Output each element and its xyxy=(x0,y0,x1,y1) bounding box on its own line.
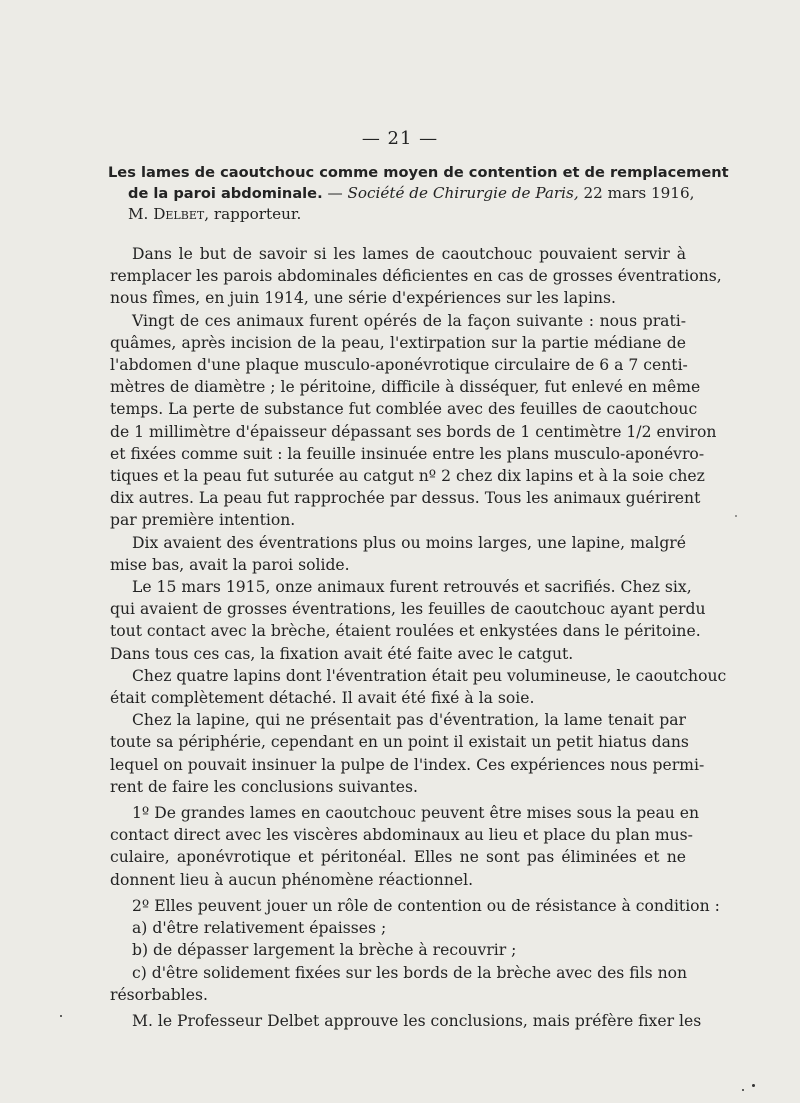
text-line: résorbables. xyxy=(110,985,208,1004)
paragraph xyxy=(110,665,727,709)
rapporteur-name: Delbet xyxy=(153,205,205,223)
text-line: nous fîmes, en juin 1914, une série d'expériences sur les lapins. xyxy=(110,289,616,308)
text-line: de 1 millimètre d'épaisseur dépassant ses bords de 1 centimètre 1/2 environ xyxy=(110,422,717,441)
text-line: et fixées comme suit : la feuille insinuée entre les plans musculo-aponévro- xyxy=(110,444,705,463)
text-line: dix autres. La peau fut rapprochée par dessus. Tous les animaux guérirent xyxy=(110,489,701,508)
text-line: toute sa périphérie, cependant en un point il existait un petit hiatus dans xyxy=(110,733,689,752)
paragraph xyxy=(110,917,686,939)
paragraph xyxy=(110,532,686,576)
text-line: 2º Elles peuvent jouer un rôle de contention ou de résistance à condition : xyxy=(132,896,720,915)
paragraph xyxy=(110,310,717,532)
text-line: culaire, aponévrotique et péritonéal. Elles ne sont pas éliminées et ne xyxy=(110,848,686,867)
header-line-2 xyxy=(108,183,695,204)
rapporteur-prefix: M. xyxy=(128,205,154,223)
paragraph xyxy=(110,802,700,891)
page-number: — 21 — xyxy=(361,128,439,149)
header-line-3 xyxy=(108,204,688,224)
text-line: temps. La perte de substance fut comblée avec des feuilles de caoutchouc xyxy=(110,400,698,419)
text-line: mise bas, avait la paroi solide. xyxy=(110,555,350,574)
text-line: était complètement détaché. Il avait été fixé à la soie. xyxy=(110,689,535,708)
source-society: Société de Chirurgie de Paris, xyxy=(347,184,579,202)
paragraph xyxy=(110,895,720,917)
paragraph xyxy=(110,962,686,1006)
article-title-part-2: de la paroi abdominale. xyxy=(128,185,323,202)
text-line: tout contact avec la brèche, étaient roulées et enkystées dans le péritoine. xyxy=(110,622,701,641)
text-line: Le 15 mars 1915, onze animaux furent retrouvés et sacrifiés. Chez six, xyxy=(132,578,692,597)
paragraph xyxy=(110,709,705,798)
article-header xyxy=(108,162,729,224)
text-line: Dans le but de savoir si les lames de caoutchouc pouvaient servir à xyxy=(132,245,686,263)
paragraph xyxy=(110,576,706,665)
text-line: lequel on pouvait insinuer la pulpe de l'index. Ces expériences nous permi- xyxy=(110,755,705,774)
text-line: Dix avaient des éventrations plus ou moins larges, une lapine, malgré xyxy=(132,533,686,552)
paper-speck xyxy=(752,1084,755,1087)
article-body xyxy=(110,243,727,1032)
source-date: 22 mars 1916, xyxy=(578,184,695,202)
paper-speck xyxy=(735,515,737,517)
text-line: mètres de diamètre ; le péritoine, difficile à disséquer, fut enlevé en même xyxy=(110,378,701,397)
title-dash: — xyxy=(322,184,348,202)
article-title-part-1: Les lames de caoutchouc comme moyen de contention et de remplacement xyxy=(108,164,729,181)
paragraph xyxy=(110,939,686,961)
text-line: l'abdomen d'une plaque musculo-aponévrotique circulaire de 6 a 7 centi- xyxy=(110,356,688,375)
text-line: Dans tous ces cas, la fixation avait été faite avec le catgut. xyxy=(110,644,574,663)
text-line: contact direct avec les viscères abdominaux au lieu et place du plan mus- xyxy=(110,826,693,845)
paragraph xyxy=(110,243,722,310)
text-line: quâmes, après incision de la peau, l'extirpation sur la partie médiane de xyxy=(110,333,686,352)
text-line: remplacer les parois abdominales déficientes en cas de grosses éventrations, xyxy=(110,267,722,286)
text-line: M. le Professeur Delbet approuve les conclusions, mais préfère fixer les xyxy=(132,1011,702,1030)
text-line: c) d'être solidement fixées sur les bords de la brèche avec des fils non xyxy=(132,963,688,982)
paragraph xyxy=(110,1010,702,1032)
text-line: 1º De grandes lames en caoutchouc peuvent être mises sous la peau en xyxy=(132,804,700,823)
text-line: Chez la lapine, qui ne présentait pas d'éventration, la lame tenait par xyxy=(132,711,686,730)
text-line: rent de faire les conclusions suivantes. xyxy=(110,777,418,796)
header-line-1 xyxy=(108,162,729,183)
text-line: tiques et la peau fut suturée au catgut nº 2 chez dix lapins et à la soie chez xyxy=(110,467,705,486)
paper-speck xyxy=(742,1089,744,1091)
text-line: a) d'être relativement épaisses ; xyxy=(132,919,387,938)
text-line: donnent lieu à aucun phénomène réactionnel. xyxy=(110,870,474,889)
text-line: Chez quatre lapins dont l'éventration était peu volumineuse, le caoutchouc xyxy=(132,666,727,685)
text-line: qui avaient de grosses éventrations, les feuilles de caoutchouc ayant perdu xyxy=(110,600,706,619)
text-line: b) de dépasser largement la brèche à recouvrir ; xyxy=(132,941,517,960)
rapporteur-role: , rapporteur. xyxy=(204,205,302,223)
paper-speck xyxy=(60,1015,62,1017)
text-line: par première intention. xyxy=(110,511,296,530)
text-line: Vingt de ces animaux furent opérés de la façon suivante : nous prati- xyxy=(132,311,686,330)
